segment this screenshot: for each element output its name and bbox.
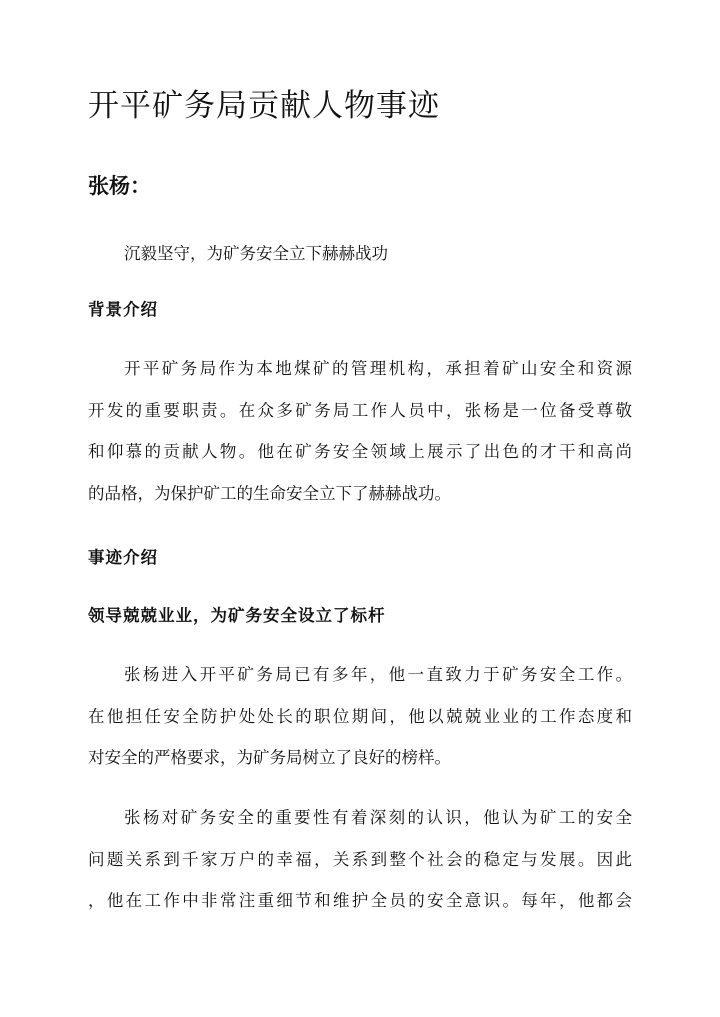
section-heading-deeds: 事迹介绍 (88, 548, 158, 567)
paragraph-line: 的品格，为保护矿工的生命安全立下了赫赫战功。 (88, 483, 451, 503)
paragraph-line: 问题关系到千家万户的幸福，关系到整个社会的稳定与发展。因此 (88, 849, 632, 869)
document-title: 开平矿务局贡献人物事迹 (88, 88, 440, 124)
paragraph-line: 开平矿务局作为本地煤矿的管理机构，承担着矿山安全和资源 (124, 359, 632, 378)
paragraph-line: 张杨对矿务安全的重要性有着深刻的认识，他认为矿工的安全 (124, 808, 632, 827)
subsection-heading-leadership: 领导兢兢业业，为矿务安全设立了标杆 (88, 606, 386, 625)
background-paragraph (88, 356, 632, 522)
deeds-paragraph-2 (88, 805, 632, 930)
paragraph-line: 张杨进入开平矿务局已有多年，他一直致力于矿务安全工作。 (124, 665, 632, 684)
paragraph-line: 对安全的严格要求，为矿务局树立了良好的榜样。 (88, 748, 451, 767)
paragraph-line: 开发的重要职责。在众多矿务局工作人员中，张杨是一位备受尊敬 (88, 400, 632, 420)
paragraph-line: 在他担任安全防护处处长的职位期间，他以兢兢业业的工作态度和 (88, 706, 632, 726)
person-heading: 张杨： (88, 173, 151, 198)
section-heading-background: 背景介绍 (88, 300, 158, 319)
deeds-paragraph-1 (88, 662, 632, 787)
person-subtitle: 沉毅坚守，为矿务安全立下赫赫战功 (124, 244, 388, 263)
paragraph-line: ，他在工作中非常注重细节和维护全员的安全意识。每年，他都会 (88, 891, 632, 910)
paragraph-line: 和仰慕的贡献人物。他在矿务安全领域上展示了出色的才干和高尚 (88, 442, 632, 461)
